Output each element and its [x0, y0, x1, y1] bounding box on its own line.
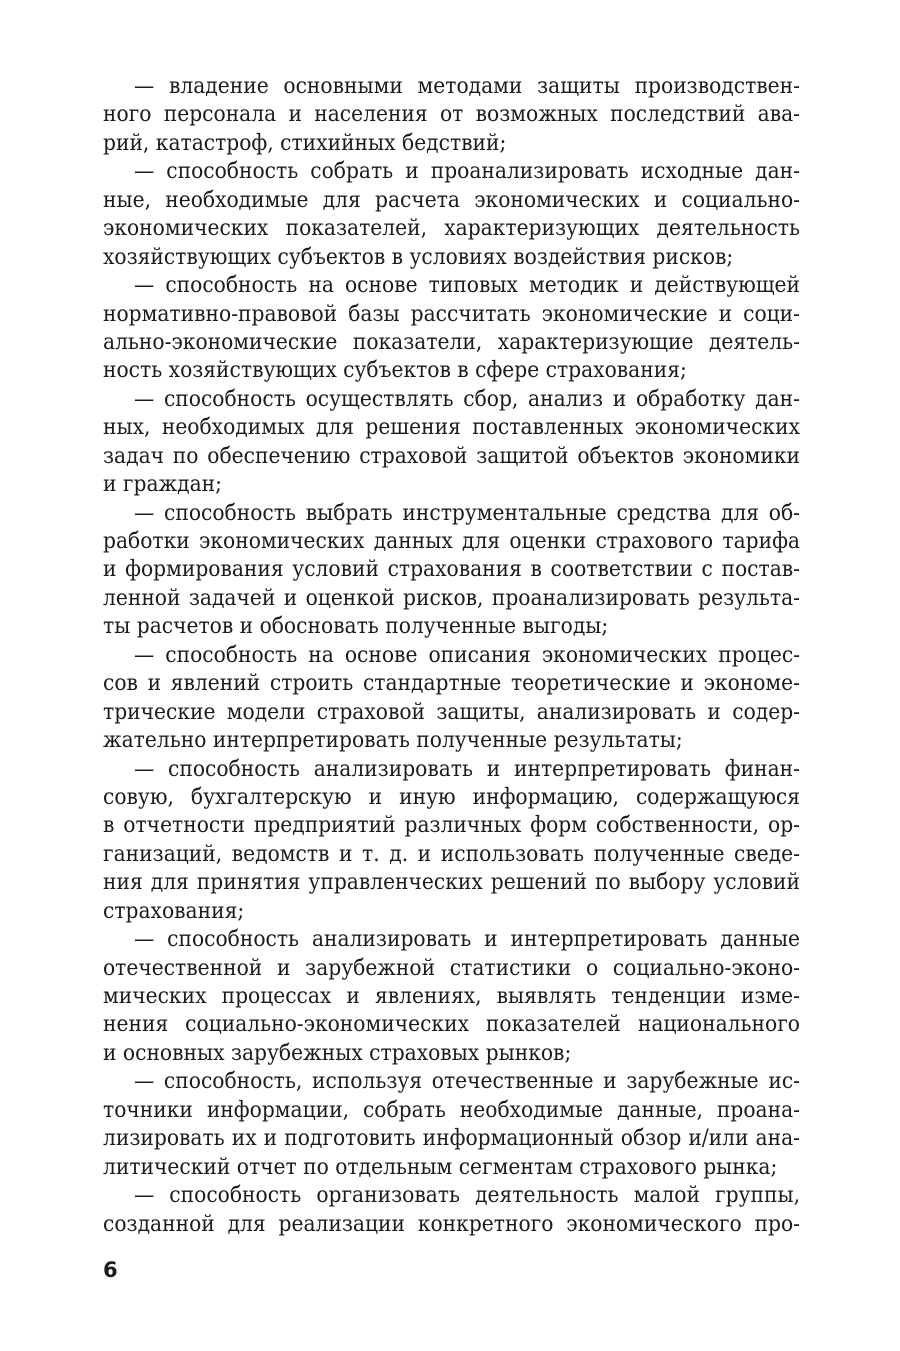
text-line: отечественной и зарубежной статистики о социально-эконо- — [103, 954, 800, 981]
paragraph — [103, 1181, 800, 1238]
text-line: нения социально-экономических показателей национального — [103, 1011, 800, 1038]
text-line: — владение основными методами защиты производствен- — [134, 73, 800, 99]
text-line: экономических показателей, характеризующих деятельность — [103, 215, 800, 242]
text-line: страхования; — [103, 897, 245, 924]
text-line: — способность организовать деятельность малой группы, — [134, 1182, 800, 1209]
text-line: созданной для реализации конкретного экономического про- — [103, 1210, 800, 1237]
text-line: — способность на основе типовых методик и действующей — [134, 272, 800, 299]
text-line: точники информации, собрать необходимые данные, проана- — [103, 1096, 800, 1123]
text-line: — способность осуществлять сбор, анализ и обработку дан- — [134, 385, 800, 412]
page-number: 6 — [103, 1258, 118, 1282]
text-line: ленной задачей и оценкой рисков, проанализировать результа- — [103, 584, 800, 611]
paragraph — [103, 157, 800, 271]
text-line: — способность анализировать и интерпретировать финан- — [134, 755, 800, 782]
paragraph — [103, 385, 800, 499]
text-line: и граждан; — [103, 471, 222, 498]
text-line: трические модели страховой защиты, анализировать и содер- — [103, 698, 800, 725]
text-line: — способность выбрать инструментальные средства для об- — [134, 499, 800, 526]
text-line: — способность, используя отечественные и зарубежные ис- — [134, 1068, 800, 1095]
text-line: сов и явлений строить стандартные теоретические и экономе- — [103, 670, 800, 697]
text-line: ганизаций, ведомств и т. д. и использовать полученные сведе- — [103, 840, 800, 867]
text-line: в отчетности предприятий различных форм собственности, ор- — [103, 812, 800, 839]
text-line: ально-экономические показатели, характеризующие деятель- — [103, 328, 800, 355]
text-line: лизировать их и подготовить информационный обзор и/или ана- — [103, 1125, 800, 1152]
paragraph — [103, 72, 800, 157]
text-line: ного персонала и населения от возможных последствий ава- — [103, 101, 800, 128]
text-line: рий, катастроф, стихийных бедствий; — [103, 129, 507, 156]
text-line: — способность анализировать и интерпретировать данные — [134, 926, 800, 953]
body-text — [103, 72, 800, 1238]
text-line: совую, бухгалтерскую и иную информацию, содержащуюся — [103, 783, 800, 810]
paragraph — [103, 925, 800, 1067]
paragraph — [103, 499, 800, 641]
paragraph — [103, 271, 800, 385]
text-line: нормативно-правовой базы рассчитать экономические и соци- — [103, 300, 800, 327]
text-line: ных, необходимых для решения поставленных экономических — [103, 414, 800, 441]
text-line: хозяйствующих субъектов в условиях воздействия рисков; — [103, 243, 734, 270]
text-line: задач по обеспечению страховой защитой объектов экономики — [103, 442, 800, 469]
text-line: работки экономических данных для оценки страхового тарифа — [103, 528, 800, 554]
text-line: жательно интерпретировать полученные результаты; — [103, 727, 683, 754]
text-line: — способность собрать и проанализировать исходные дан- — [134, 158, 800, 185]
paragraph — [103, 755, 800, 926]
text-line: мических процессах и явлениях, выявлять тенденции изме- — [103, 983, 800, 1009]
paragraph — [103, 641, 800, 755]
text-line: ния для принятия управленческих решений по выбору условий — [103, 869, 800, 896]
text-line: и формирования условий страхования в соответствии с постав- — [103, 556, 800, 583]
text-line: ты расчетов и обосновать полученные выгоды; — [103, 613, 609, 640]
paragraph — [103, 1067, 800, 1181]
text-line: литический отчет по отдельным сегментам страхового рынка; — [103, 1153, 778, 1180]
text-line: и основных зарубежных страховых рынков; — [103, 1039, 572, 1066]
text-line: — способность на основе описания экономических процес- — [134, 641, 800, 668]
text-line: ные, необходимые для расчета экономических и социально- — [103, 186, 800, 213]
text-line: ность хозяйствующих субъектов в сфере страхования; — [103, 357, 687, 384]
